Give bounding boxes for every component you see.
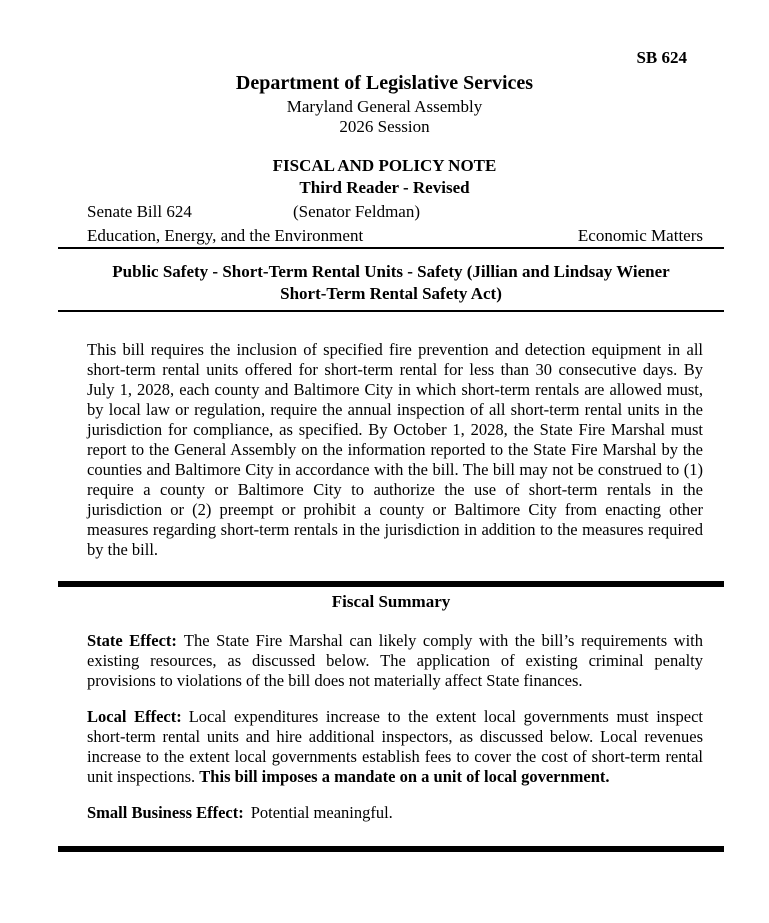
local-effect-text: Local expenditures increase to the extent local governments must inspect short-term rental units and hire additional inspectors, as discussed below. Local revenues increase to the extent local governments establish fees to cover the cost of short-term rental unit inspections. xyxy=(87,707,704,786)
state-effect-paragraph xyxy=(87,631,703,691)
fiscal-summary-heading: Fiscal Summary xyxy=(331,592,451,611)
session-subtitle: 2026 Session xyxy=(339,117,430,136)
local-effect-label: Local Effect: xyxy=(87,707,182,726)
small-business-effect-text: Potential meaningful. xyxy=(250,803,393,822)
small-business-effect-label: Small Business Effect: xyxy=(87,803,244,822)
bill-summary-paragraph: This bill requires the inclusion of specified fire prevention and detection equipment in all short-term rental units offered for short-term rental for less than 30 consecutive days. By July 1, 2028, each county and Baltimore City in which short-term rentals are allowed must, by local law or regulation, require the annual inspection of all short-term rental units in the jurisdiction for compliance, as specified. By October 1, 2028, the State Fire Marshal must report to the General Assembly on the information reported to the State Fire Marshal by the counties and Baltimore City in accordance with the bill. The bill may not be construed to (1) require a county or Baltimore City to authorize the use of short-term rentals in the jurisdiction or (2) preempt or prohibit a county or Baltimore City from enacting other measures regarding short-term rentals in the jurisdiction in addition to the measures required by the bill. xyxy=(87,340,703,559)
divider-rule-top xyxy=(58,247,724,249)
bill-title-line-2: Short-Term Rental Safety Act) xyxy=(280,284,502,303)
divider-rule-bottom xyxy=(58,310,724,312)
local-effect-paragraph xyxy=(87,707,703,787)
note-reader-status: Third Reader - Revised xyxy=(299,178,470,197)
origin-committee: Education, Energy, and the Environment xyxy=(87,226,364,245)
bill-number: Senate Bill 624 xyxy=(87,202,192,221)
small-business-effect-paragraph xyxy=(87,803,703,823)
bill-title-line-1: Public Safety - Short-Term Rental Units - Safety (Jillian and Lindsay Wiener xyxy=(112,262,670,281)
state-effect-text: The State Fire Marshal can likely comply with the bill’s requirements with existing resources, as discussed below. The application of existing criminal penalty provisions to violations of the bill does not materially affect State finances. xyxy=(87,631,703,690)
bill-sponsor: (Senator Feldman) xyxy=(293,202,420,221)
note-title: FISCAL AND POLICY NOTE xyxy=(272,156,497,175)
committee-row xyxy=(87,226,703,246)
assembly-subtitle: Maryland General Assembly xyxy=(286,97,483,116)
bill-title xyxy=(58,261,724,305)
bill-code: SB 624 xyxy=(636,48,687,67)
state-effect-label: State Effect: xyxy=(87,631,177,650)
fiscal-summary-top-bar xyxy=(58,581,724,587)
crossfile-committee: Economic Matters xyxy=(577,226,703,245)
department-title: Department of Legislative Services xyxy=(235,72,534,94)
local-effect-mandate-sentence: This bill imposes a mandate on a unit of local government. xyxy=(199,767,610,786)
bottom-bar xyxy=(58,846,724,852)
